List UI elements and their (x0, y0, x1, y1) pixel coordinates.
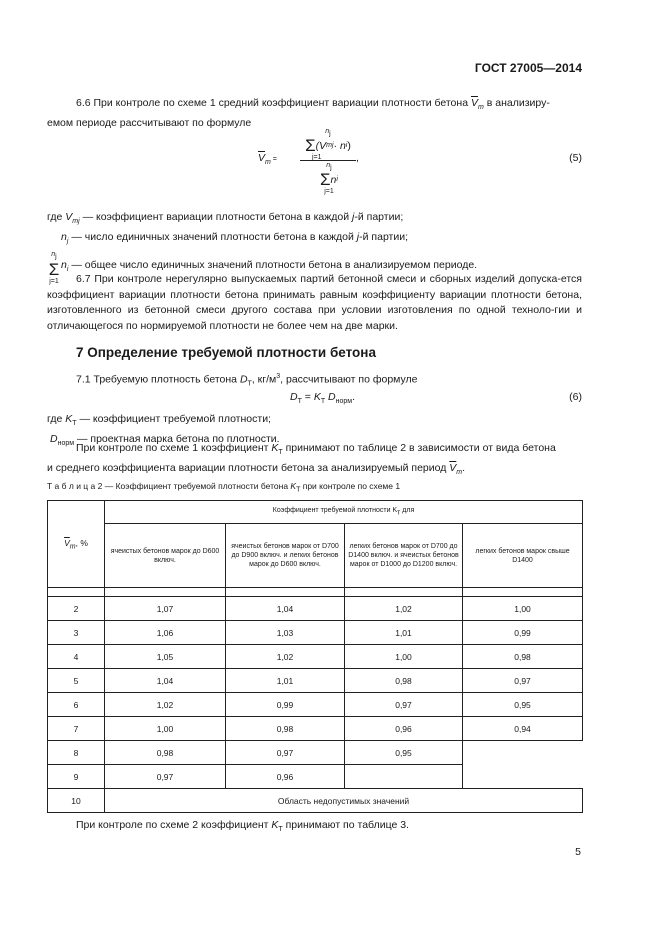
formula-6: $D_Т = K_Т$ $D_{норм}$. (6) (290, 391, 582, 406)
table-row: 6 1,02 0,99 0,97 0,95 (48, 693, 583, 717)
table-row: 2 1,07 1,04 1,02 1,00 (48, 597, 583, 621)
header-col-3: легких бетонов марок от D700 до D1400 включ. и ячеистых бетонов марок от D1000 до D1200 включ. (345, 524, 463, 588)
table-row: 3 1,06 1,03 1,01 0,99 (48, 621, 583, 645)
header-col-4: легких бетонов марок свыше D1400 (463, 524, 583, 588)
table-row: 5 1,04 1,01 0,98 0,97 (48, 669, 583, 693)
header-col-2: ячеистых бетонов марок от D700 до D900 включ. и легких бетонов марок до D600 включ. (226, 524, 345, 588)
table-row: 7 1,00 0,98 0,96 0,94 (48, 717, 583, 741)
table-row: 4 1,05 1,02 1,00 0,98 (48, 645, 583, 669)
table-row: 8 0,98 0,97 0,95 (48, 741, 583, 765)
sum-symbol: Σ (320, 170, 331, 190)
coefficient-table (47, 500, 583, 813)
paragraph-6-7: 6.7 При контроле нерегулярно выпускаемых партий бетонной смеси и сборных изделий допуска-ется коэффициент вариации плотности бетона принимать равным коэффициенту вариации плотности бетона, изготовленного из бетонной смеси другого состава при условии изготовления по одной техноло-гии и отличающегося по нормируемой плотности не более чем на две марки. (47, 273, 582, 332)
formula-number: (5) (569, 152, 582, 164)
paragraph-scheme-1: При контроле по схеме 1 коэффициент $K_Т$ принимают по таблице 2 в зависимости от вида бетона и среднего коэффициента вариации плотности бетона за анализируемый период $\overline{V}_m$. (47, 442, 556, 476)
paragraph-scheme-2: При контроле по схеме 2 коэффициент $K_Т$ принимают по таблице 3. (76, 819, 409, 834)
sum-symbol: Σ (48, 259, 60, 279)
table-row: 9 0,97 0,96 (48, 765, 583, 789)
formula-5-definitions: где $V_{mj}$ — коэффициент вариации плотности бетона в каждой j-й партии; $n_j$ — число единичных значений плотности бетона в каждой j-й партии; $n_j$ Σ j=1 $n_i$ — общее число единичных значений плотности бетона в анализируемом периоде. (47, 211, 478, 285)
paragraph-7-1: 7.1 Требуемую плотность бетона $D_Т$, $кг/м^3$, рассчитывают по формуле (76, 373, 418, 388)
paragraph-6-6: 6.6 При контроле по схеме 1 средний коэффициент вариации плотности бетона $\overline{V}_m$ в анализиру- емом периоде рассчитывают по формуле (47, 97, 550, 129)
invalid-range-cell: Область недопустимых значений (105, 789, 583, 813)
document-code: ГОСТ 27005—2014 (474, 61, 582, 75)
header-vm: $\overline{V}_m$, % (48, 501, 105, 588)
formula-number: (6) (569, 391, 582, 403)
table-caption: Т а б л и ц а 2 — Коэффициент требуемой плотности бетона $K_Т$ при контроле по схеме 1 (47, 481, 401, 494)
page-number: 5 (575, 846, 581, 858)
table-row: 10 Область недопустимых значений (48, 789, 583, 813)
section-heading: 7 Определение требуемой плотности бетона (76, 345, 376, 360)
formula-6-definitions: где $K_Т$ — коэффициент требуемой плотности; $D_{норм}$ — проектная марка бетона по плотности. (47, 413, 280, 447)
header-col-1: ячеистых бетонов марок до D600 включ. (105, 524, 226, 588)
formula-5: $\overline{V}_m$ = $n_j$ Σ (V mj · n i ) j=1 $n_j$ Σ n i j=1 , (5) (258, 128, 582, 196)
sum-symbol: Σ (305, 136, 316, 156)
fraction-line (300, 160, 356, 161)
header-coefficient: Коэффициент требуемой плотности $K_т$ для (105, 501, 583, 524)
